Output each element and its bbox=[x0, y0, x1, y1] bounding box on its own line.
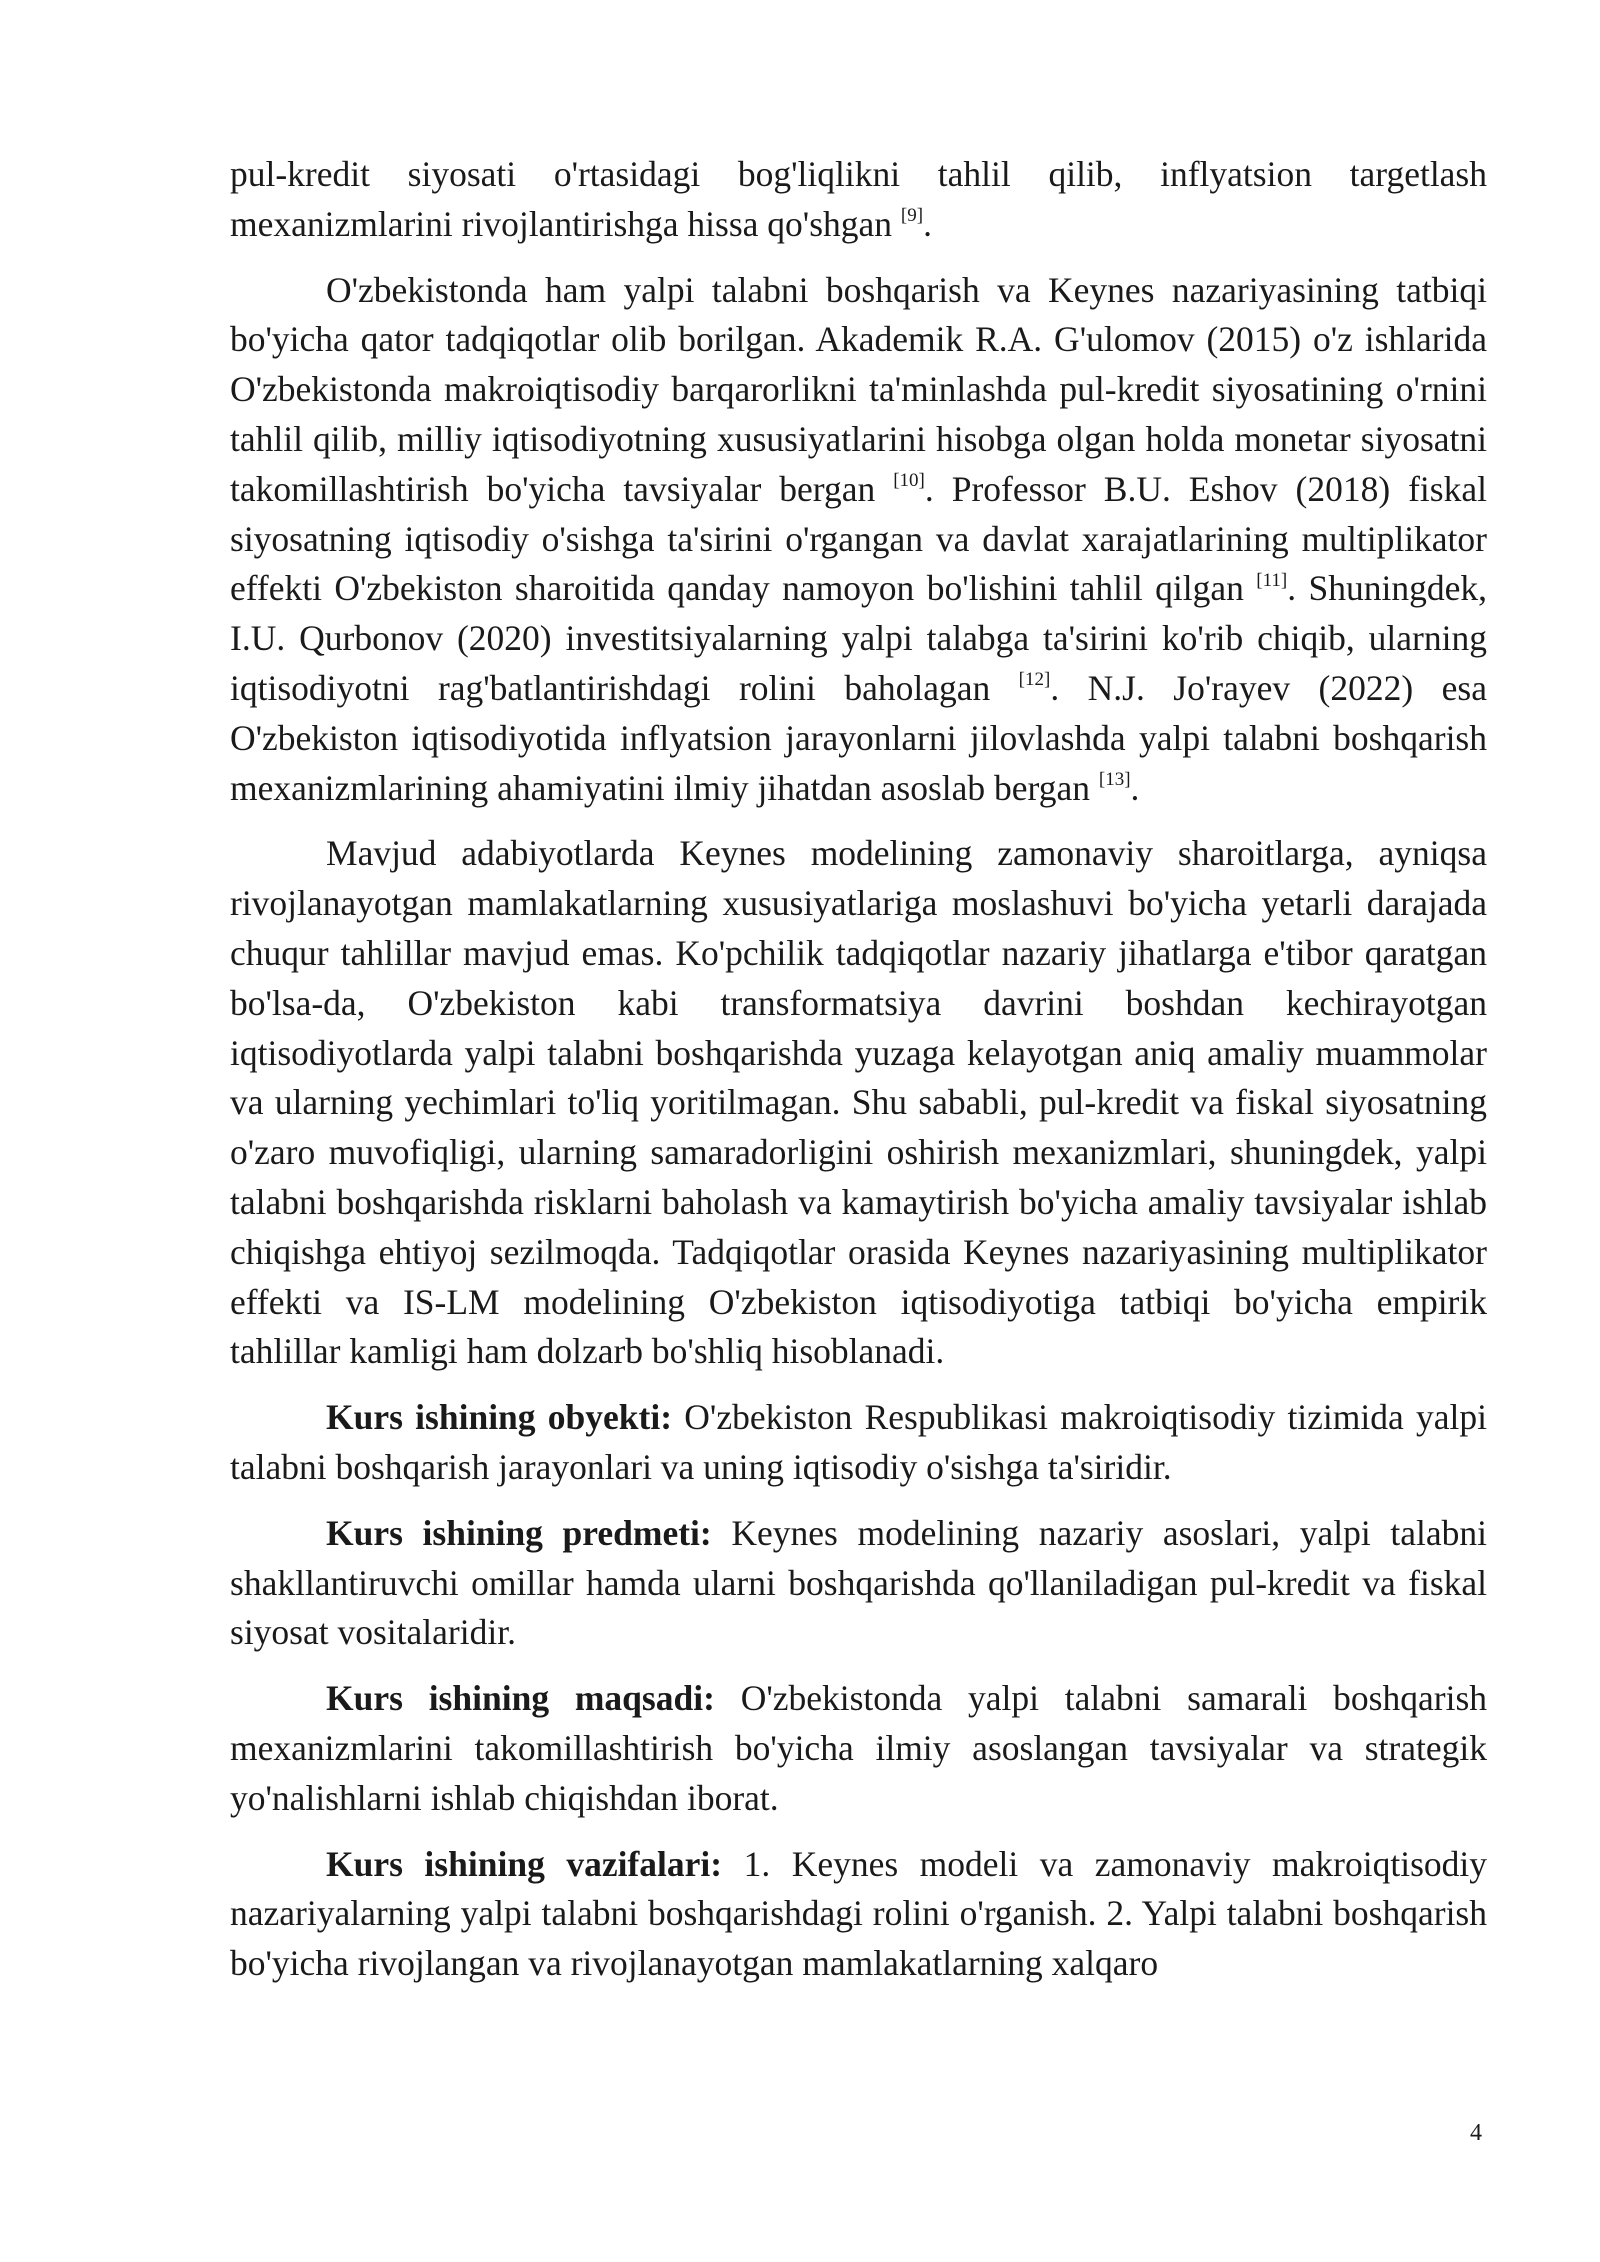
citation-reference: [12] bbox=[1018, 669, 1051, 691]
paragraph-text: O'zbekiston Respublikasi makroiqtisodiy tizimida yalpi talabni boshqarish jarayonlari va uning iqtisodiy o'sishga ta'siridir. bbox=[230, 1397, 1487, 1487]
paragraph-text: pul-kredit siyosati o'rtasidagi bog'liqlikni tahlil qilib, inflyatsion targetlash mexanizmlarini rivojlantirishga hissa qo'shgan bbox=[230, 154, 1487, 244]
citation-reference: [13] bbox=[1098, 768, 1131, 790]
section-label: Kurs ishining vazifalari: bbox=[326, 1843, 723, 1884]
paragraph bbox=[230, 1509, 1487, 1658]
paragraph-text: . bbox=[1130, 767, 1140, 808]
paragraph-text: . N.J. Jo'rayev (2022) esa O'zbekiston iqtisodiyotida inflyatsion jarayonlarni jilovlashda yalpi talabni boshqarish mexanizmlarining ahamiyatini ilmiy jihatdan asoslab bergan bbox=[230, 667, 1487, 808]
paragraph bbox=[230, 829, 1487, 1377]
section-label: Kurs ishining maqsadi: bbox=[326, 1678, 715, 1719]
section-label: Kurs ishining predmeti: bbox=[326, 1512, 712, 1553]
page-body bbox=[230, 150, 1487, 2005]
paragraph bbox=[230, 266, 1487, 814]
page-number: 4 bbox=[1470, 2120, 1482, 2146]
paragraph bbox=[230, 1674, 1487, 1823]
paragraph-text: O'zbekistonda yalpi talabni samarali boshqarish mexanizmlarini takomillashtirish bo'yicha ilmiy asoslangan tavsiyalar va strategik yo'nalishlarni ishlab chiqishdan iborat. bbox=[230, 1678, 1488, 1818]
paragraph-text: . Shuningdek, I.U. Qurbonov (2020) investitsiyalarning yalpi talabga ta'sirini ko'rib chiqib, ularning iqtisodiyotni rag'batlantirishdagi rolini baholagan bbox=[230, 568, 1487, 708]
paragraph-text: . bbox=[923, 203, 932, 244]
paragraph-text: Keynes modelining nazariy asoslari, yalpi talabni shakllantiruvchi omillar hamda ularni boshqarishda qo'llaniladigan pul-kredit va fiskal siyosat vositalaridir. bbox=[230, 1512, 1487, 1653]
paragraph bbox=[230, 150, 1487, 250]
paragraph-text: 1. Keynes modeli va zamonaviy makroiqtisodiy nazariyalarning yalpi talabni boshqarishdagi rolini o'rganish. 2. Yalpi talabni boshqarish bo'yicha rivojlangan va rivojlanayotgan mamlakatlarning xalqaro bbox=[230, 1843, 1487, 1984]
paragraph-text: Mavjud adabiyotlarda Keynes modelining zamonaviy sharoitlarga, ayniqsa rivojlanayotgan mamlakatlarning xususiyatlariga moslashuvi bo'yicha yetarli darajada chuqur tahlillar mavjud emas. Ko'pchilik tadqiqotlar nazariy jihatlarga e'tibor qaratgan bo'lsa-da, O'zbekiston kabi transformatsiya davrini boshdan kechirayotgan iqtisodiyotlarda yalpi talabni boshqarishda yuzaga kelayotgan aniq amaliy muammolar va ularning yechimlari to'liq yoritilmagan. Shu sababli, pul-kredit va fiskal siyosatning o'zaro muvofiqligi, ularning samaradorligini oshirish mexanizmlari, shuningdek, yalpi talabni boshqarishda risklarni baholash va kamaytirish bo'yicha amaliy tavsiyalar ishlab chiqishga ehtiyoj sezilmoqda. Tadqiqotlar orasida Keynes nazariyasining multiplikator effekti va IS-LM modelining O'zbekiston iqtisodiyotiga tatbiqi bo'yicha empirik tahlillar kamligi ham dolzarb bo'shliq hisoblanadi. bbox=[230, 833, 1487, 1372]
paragraph bbox=[230, 1840, 1487, 1989]
paragraph bbox=[230, 1393, 1487, 1493]
citation-reference: [11] bbox=[1256, 569, 1288, 591]
paragraph-text: O'zbekistonda ham yalpi talabni boshqarish va Keynes nazariyasining tatbiqi bo'yicha qator tadqiqotlar olib borilgan. Akademik R.A. G'ulomov (2015) o'z ishlarida O'zbekistonda makroiqtisodiy barqarorlikni ta'minlashda pul-kredit siyosatining o'rnini tahlil qilib, milliy iqtisodiyotning xususiyatlarini hisobga olgan holda monetar siyosatni takomillashtirish bo'yicha tavsiyalar bergan bbox=[230, 269, 1487, 509]
citation-reference: [10] bbox=[893, 469, 925, 491]
paragraph-text: . Professor B.U. Eshov (2018) fiskal siyosatning iqtisodiy o'sishga ta'sirini o'rgangan va davlat xarajatlarining multiplikator effekti O'zbekiston sharoitida qanday namoyon bo'lishini tahlil qilgan bbox=[230, 468, 1487, 609]
citation-reference: [9] bbox=[900, 204, 924, 226]
section-label: Kurs ishining obyekti: bbox=[326, 1397, 673, 1438]
